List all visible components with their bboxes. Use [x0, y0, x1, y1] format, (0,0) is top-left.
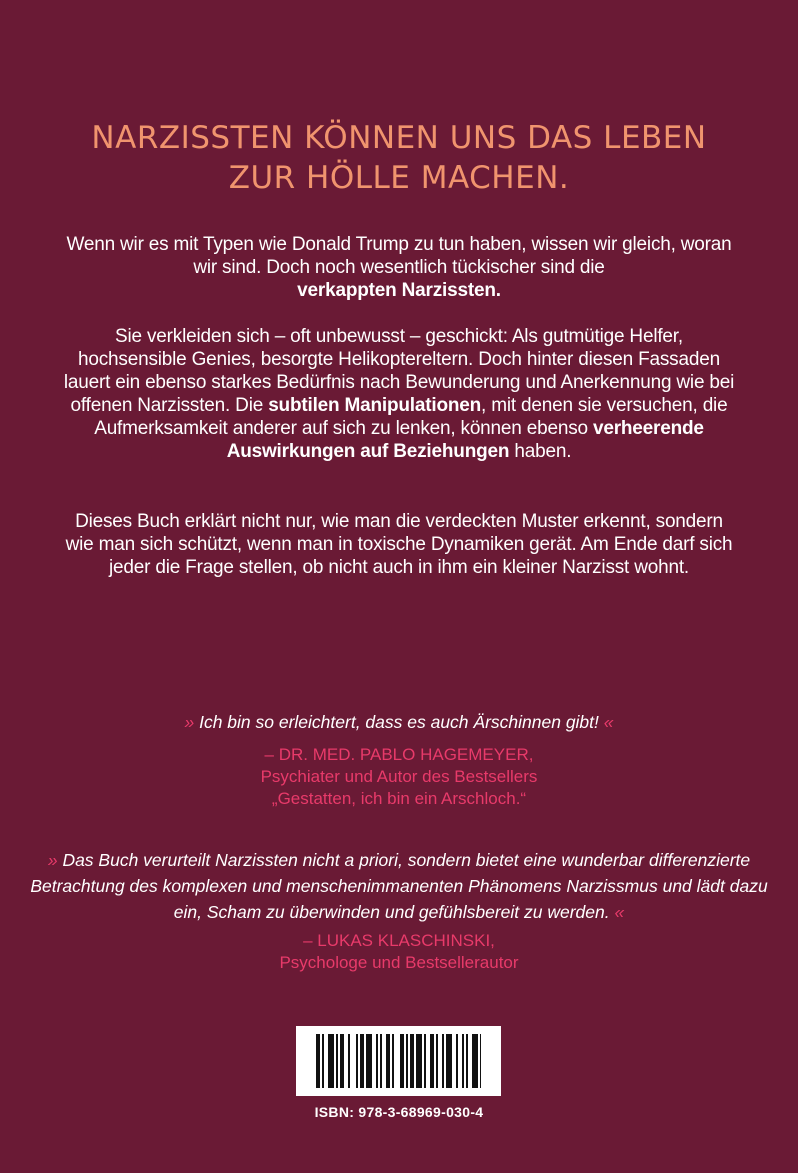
blurb-text: Sie verkleiden sich – oft unbewusst – geschickt: Als gutmütige Helfer, hochsensible Genies, besorgte Helikoptereltern. Doch hinter diesen Fassaden lauert ein ebenso starkes Bedürfnis nach Bewunderung und Anerkennung wie bei offenen Narzissten. Die [63, 326, 735, 416]
quote-author-role: Psychologe und Bestsellerautor [279, 953, 519, 972]
barcode-bar [322, 1034, 324, 1088]
barcode-bar [336, 1034, 338, 1088]
barcode-bar [328, 1034, 334, 1088]
quote-open-mark: » [47, 850, 58, 870]
testimonial-quote-1 [30, 709, 768, 735]
headline-line-1: NARZISSTEN KÖNNEN UNS DAS LEBEN [91, 120, 707, 156]
barcode-bar [416, 1034, 422, 1088]
barcode-bar [400, 1034, 404, 1088]
barcode-bar [406, 1034, 408, 1088]
blurb-emphasis: verheerende Auswirkungen auf Beziehungen [226, 418, 704, 462]
quote-open-mark: » [184, 712, 195, 732]
headline-line-2: ZUR HÖLLE MACHEN. [228, 160, 570, 196]
barcode-bar [392, 1034, 394, 1088]
testimonial-attribution-1 [30, 744, 768, 810]
barcode-bar [456, 1034, 458, 1088]
quote-author-book: „Gestatten, ich bin ein Arschloch.“ [271, 789, 527, 808]
isbn-label: ISBN: 978-3-68969-030-4 [314, 1104, 484, 1120]
quote-close-mark: « [614, 902, 625, 922]
barcode-bar [442, 1034, 444, 1088]
blurb-text: haben. [514, 441, 572, 462]
blurb-paragraph-3 [60, 510, 738, 579]
blurb-text: Wenn wir es mit Typen wie Donald Trump zu tun haben, wissen wir gleich, woran wir sind. Doch noch wesentlich tückischer sind die [66, 234, 732, 278]
quote-author: – DR. MED. PABLO HAGEMEYER, [264, 745, 534, 764]
barcode [296, 1026, 501, 1096]
barcode-bar [316, 1034, 320, 1088]
barcode-bar [348, 1034, 350, 1088]
barcode-bar [472, 1034, 478, 1088]
blurb-emphasis: subtilen Manipulationen [268, 395, 482, 416]
barcode-bar [340, 1034, 344, 1088]
barcode-bar [436, 1034, 438, 1088]
barcode-bar [386, 1034, 390, 1088]
headline [0, 118, 798, 198]
barcode-bar [480, 1034, 481, 1088]
quote-text: Das Buch verurteilt Narzissten nicht a priori, sondern bietet eine wunderbar differenzierte Betrachtung des komplexen und menschenimmanenten Phänomens Narzissmus und lädt dazu ein, Scham zu überwinden und gefühlsbereit zu werden. [30, 850, 768, 922]
barcode-bar [424, 1034, 426, 1088]
testimonial-quote-2 [30, 847, 768, 925]
quote-text: Ich bin so erleichtert, dass es auch Ärschinnen gibt! [199, 712, 599, 732]
barcode-bar [380, 1034, 382, 1088]
barcode-bar [466, 1034, 468, 1088]
barcode-icon [296, 1026, 501, 1096]
barcode-bar [430, 1034, 434, 1088]
quote-author-role: Psychiater und Autor des Bestsellers [260, 767, 538, 786]
barcode-bar [376, 1034, 378, 1088]
blurb-paragraph-1 [60, 233, 738, 302]
testimonial-attribution-2 [30, 930, 768, 974]
barcode-bar [360, 1034, 364, 1088]
quote-author: – LUKAS KLASCHINSKI, [303, 931, 495, 950]
barcode-bar [446, 1034, 452, 1088]
barcode-bar [462, 1034, 464, 1088]
quote-close-mark: « [603, 712, 614, 732]
barcode-bar [410, 1034, 414, 1088]
blurb-text: , mit denen sie versuchen, die Aufmerksamkeit anderer auf sich zu lenken, können ebenso [94, 395, 728, 439]
blurb-paragraph-2 [60, 325, 738, 463]
barcode-bar [366, 1034, 372, 1088]
blurb-emphasis: verkappten Narzissten. [297, 280, 501, 301]
barcode-bar [356, 1034, 358, 1088]
blurb-text: Dieses Buch erklärt nicht nur, wie man die verdeckten Muster erkennt, sondern wie man sich schützt, wenn man in toxische Dynamiken gerät. Am Ende darf sich jeder die Frage stellen, ob nicht auch in ihm ein kleiner Narzisst wohnt. [65, 511, 733, 578]
